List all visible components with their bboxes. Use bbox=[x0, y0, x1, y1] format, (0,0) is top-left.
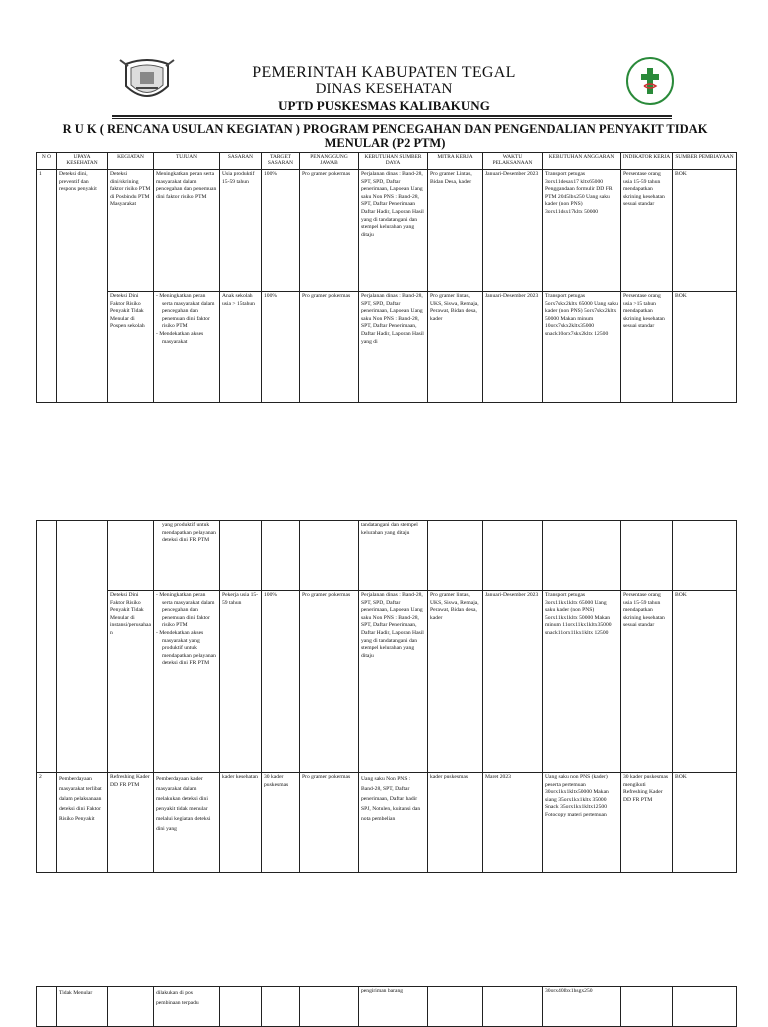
table-row bbox=[37, 170, 737, 292]
indikator-cell bbox=[621, 521, 673, 591]
mitra-cell: Pro gramer lintas, UKS, Siswa, Remaja, Perawat, Bidan desa, kader bbox=[428, 591, 483, 773]
indikator-cell bbox=[621, 987, 673, 1027]
target-cell bbox=[262, 521, 300, 591]
ruk-table-page1 bbox=[36, 152, 737, 403]
unit-name: UPTD PUSKESMAS KALIBAKUNG bbox=[278, 98, 490, 113]
anggaran-cell: Uang saku non PNS (kader) peserta pertemuan 30orx1kx1kltx50000 Makan siang 35orx1kx1kltx 35000 Snack 35orx1kx1kltx12500 Fotocopy materi pertemuan bbox=[543, 773, 621, 873]
agency-name: DINAS KESEHATAN bbox=[315, 81, 453, 97]
header-divider-thin bbox=[112, 118, 672, 119]
mitra-cell: kader puskesmas bbox=[428, 773, 483, 873]
pj-cell: Pro gramer pokermas bbox=[300, 292, 359, 403]
col-header: KEGIATAN bbox=[108, 153, 154, 170]
target-cell: 30 kader puskesmas bbox=[262, 773, 300, 873]
sumber-cell: BOK bbox=[673, 591, 737, 773]
row-number: 1 bbox=[37, 170, 57, 403]
sumber-cell bbox=[673, 987, 737, 1027]
indikator-cell: Persentase orang usia >15 tahun mendapatkan skrining kesehatan sesuai standar bbox=[621, 292, 673, 403]
row-number bbox=[37, 987, 57, 1027]
sumber-daya-cell: tandatangani dan stempel kelurahan yang ditaju bbox=[359, 521, 428, 591]
sumber-daya-cell: Perjalanan dinas : Band-28, SPT, SPD, Daftar penerimaan, Lapoean Uang saku Non PNS : Band-28, SPT, Daftar Penerimaan, Daftar Hadir, Laporan Hasil yang di tandatangani dan stempel kelurahan yang ditaju bbox=[359, 591, 428, 773]
waktu-cell: Januari-Desember 2023 bbox=[483, 170, 543, 292]
tujuan-cell bbox=[154, 292, 220, 403]
col-header: KEBUTUHAN SUMBER DAYA bbox=[359, 153, 428, 170]
tujuan-cell: yang produktif untuk mendapatkan pelayanan deteksi dini FR PTM bbox=[154, 521, 220, 591]
table-row bbox=[37, 521, 737, 591]
waktu-cell: Januari-Desember 2023 bbox=[483, 591, 543, 773]
sumber-daya-cell: pengiriman barang bbox=[359, 987, 428, 1027]
waktu-cell bbox=[483, 521, 543, 591]
target-cell: 100% bbox=[262, 292, 300, 403]
mitra-cell: Pro gramer Lintas, Bidan Desa, kader bbox=[428, 170, 483, 292]
waktu-cell: Maret 2023 bbox=[483, 773, 543, 873]
col-header: N O bbox=[37, 153, 57, 170]
table-row bbox=[37, 591, 737, 773]
sumber-cell: BOK bbox=[673, 773, 737, 873]
target-cell: 100% bbox=[262, 591, 300, 773]
sasaran-cell bbox=[220, 521, 262, 591]
table-row bbox=[37, 292, 737, 403]
sasaran-cell: Pekerja usia 15-59 tahun bbox=[220, 591, 262, 773]
tujuan-point-a: - Meningkatkan peran serta masyarakat dalam pencegahan dan penemuan dini faktor risiko PTM bbox=[156, 592, 215, 629]
kegiatan-cell bbox=[108, 521, 154, 591]
tujuan-point-a: - Meningkatkan peran serta masyarakat dalam pencegahan dan penemuan dini faktor risiko PTM bbox=[156, 293, 215, 330]
kegiatan-cell: Refreshing Kader DD FR PTM bbox=[108, 773, 154, 873]
sumber-daya-cell: Perjalanan dinas : Band-28, SPT, SPD, Daftar penerimaan, Lapoean Uang saku Non PNS : Band-28, SPT, Daftar Penerimaan Daftar Hadir, Laporan Hasil yang di tandatangani dan stempel kelurahan yang ditaju bbox=[359, 170, 428, 292]
tujuan-cell: Meningkatkan peran serta masyarakat dalam pencegahan dan penemuan dini faktor risiko PTM bbox=[154, 170, 220, 292]
anggaran-cell: Transport petugas 3orx11desax17 kltx65000 Penggandaan formulir DD FR PTM 2045lbx250 Uang saku kader (non PNS) 3orx11dsx17kltx 50000 bbox=[543, 170, 621, 292]
row-number bbox=[37, 521, 57, 773]
waktu-cell bbox=[483, 987, 543, 1027]
anggaran-cell: Transport petugas 3orx11kx1kltx 65000 Uang saku kader (non PNS) 5orx11kx1kltx 50000 Makan minum 11orx11kx1kltx35000 snack11orx11kx1kltx 12500 bbox=[543, 591, 621, 773]
pj-cell: Pro gramer pokermas bbox=[300, 773, 359, 873]
col-header: SASARAN bbox=[220, 153, 262, 170]
government-name: PEMERINTAH KABUPATEN TEGAL bbox=[252, 64, 516, 81]
col-header: WAKTU PELAKSANAAN bbox=[483, 153, 543, 170]
sasaran-cell: Usia produktif 15-59 tahun bbox=[220, 170, 262, 292]
indikator-cell: Persentase orang usia 15-59 tahun mendapatkan skrining kesehatan sesuai standar bbox=[621, 170, 673, 292]
table-header-row bbox=[37, 153, 737, 170]
sumber-cell: BOK bbox=[673, 292, 737, 403]
anggaran-cell: Transport petugas 5orx7skx2kltx 65000 Uang saku kader (non PNS) 5orx7skx2kltx 50000 Makan minum 10orx7skx2kltx35000 snack10orx7skx2kltx 12500 bbox=[543, 292, 621, 403]
document-header bbox=[0, 0, 768, 150]
pj-cell bbox=[300, 521, 359, 591]
sasaran-cell: kader kesehatan bbox=[220, 773, 262, 873]
target-cell: 100% bbox=[262, 170, 300, 292]
upaya-cell: Pemberdayaan masyarakat terlibat dalam pelaksanaan deteksi dini Faktor Risiko Penyakit bbox=[57, 773, 108, 873]
ruk-table-page3 bbox=[36, 986, 737, 1027]
upaya-cell bbox=[57, 521, 108, 773]
kegiatan-cell: Deteksi dini/skrining faktor risiko PTM di Posbindu PTM Masyarakat bbox=[108, 170, 154, 292]
row-number: 2 bbox=[37, 773, 57, 873]
mitra-cell bbox=[428, 521, 483, 591]
kegiatan-cell: Deteksi Dini Faktor Risiko Penyakit Tidak Menular di Pospen sekolah bbox=[108, 292, 154, 403]
kegiatan-cell: Deteksi Dini Faktor Risiko Penyakit Tidak Menular di instansi/perusahaan bbox=[108, 591, 154, 773]
indikator-cell: Persentase orang usia 15-59 tahun mendapatkan skrining kesehatan sesuai standar bbox=[621, 591, 673, 773]
sumber-cell: BOK bbox=[673, 170, 737, 292]
pj-cell: Pro gramer pokermas bbox=[300, 591, 359, 773]
col-header: KEBUTUHAN ANGGARAN bbox=[543, 153, 621, 170]
pj-cell bbox=[300, 987, 359, 1027]
sumber-daya-cell: Perjalanan dinas : Band-28, SPT, SPD, Daftar penerimaan, Lapoean Uang saku Non PNS : Band-28, SPT, Daftar Penerimaan, Daftar Hadir, Laporan Hasil yang di bbox=[359, 292, 428, 403]
table-row bbox=[37, 987, 737, 1027]
tujuan-point-b: - Mendekatkan akses masyarakat bbox=[156, 330, 204, 345]
tujuan-cell: dilakukan di pos pembinaan terpadu bbox=[154, 987, 220, 1027]
col-header: INDIKATOR KERJA bbox=[621, 153, 673, 170]
indikator-cell: 30 kader puskesmas mengikuti Refreshing Kader DD FR PTM bbox=[621, 773, 673, 873]
col-header: SUMBER PEMBIAYAAN bbox=[673, 153, 737, 170]
target-cell bbox=[262, 987, 300, 1027]
col-header: TARGET SASARAN bbox=[262, 153, 300, 170]
document-title: R U K ( RENCANA USULAN KEGIATAN ) PROGRAM PENCEGAHAN DAN PENGENDALIAN PENYAKIT TIDAK MENULAR (P2 PTM) bbox=[62, 122, 708, 150]
sumber-cell bbox=[673, 521, 737, 591]
kegiatan-cell bbox=[108, 987, 154, 1027]
col-header: TUJUAN bbox=[154, 153, 220, 170]
ruk-table-page2 bbox=[36, 520, 737, 873]
upaya-cell: Deteksi dini, preventif dan respons penyakit bbox=[57, 170, 108, 403]
tujuan-cell bbox=[154, 591, 220, 773]
table-row bbox=[37, 773, 737, 873]
tujuan-point-b: - Mendekatkan akses masyarakat yang produktif untuk mendapatkan pelayanan deteksi dini FR PTM bbox=[156, 629, 216, 667]
col-header: MITRA KERJA bbox=[428, 153, 483, 170]
sumber-daya-cell: Uang saku Non PNS : Band-28, SPT, Daftar penerimaan, Daftar hadir SPJ, Notulen, kuitansi dan nota pembelian bbox=[359, 773, 428, 873]
anggaran-cell bbox=[543, 521, 621, 591]
mitra-cell: Pro gramer lintas, UKS, Siswa, Remaja, Perawat, Bidan desa, kader bbox=[428, 292, 483, 403]
pj-cell: Pro gramer pokermas bbox=[300, 170, 359, 292]
upaya-cell: Tidak Menular bbox=[57, 987, 108, 1027]
waktu-cell: Januari-Desember 2023 bbox=[483, 292, 543, 403]
mitra-cell bbox=[428, 987, 483, 1027]
col-header: UPAYA KESEHATAN bbox=[57, 153, 108, 170]
sasaran-cell bbox=[220, 987, 262, 1027]
sasaran-cell: Anak sekolah usia > 15tahun bbox=[220, 292, 262, 403]
header-divider bbox=[112, 115, 672, 117]
tujuan-cell: Pemberdayaan kader masyarakat dalam melakukan deteksi dini penyakit tidak menular melalui kegiatan deteksi dini yang bbox=[154, 773, 220, 873]
col-header: PENANGGUNG JAWAB bbox=[300, 153, 359, 170]
anggaran-cell: 30orx40lbx1hsgx250 bbox=[543, 987, 621, 1027]
